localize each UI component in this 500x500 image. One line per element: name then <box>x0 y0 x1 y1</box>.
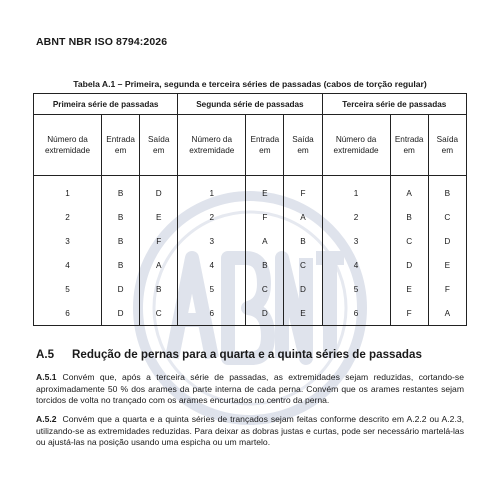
table-cell: F <box>390 301 428 326</box>
subheader-line: Saída <box>436 135 459 144</box>
table-cell: B <box>246 253 284 277</box>
table-cell: C <box>428 205 466 229</box>
table-cell: 6 <box>178 301 246 326</box>
paragraph <box>36 414 464 449</box>
table-cell: A <box>390 176 428 206</box>
table-cell: E <box>428 253 466 277</box>
table-cell: 4 <box>178 253 246 277</box>
subheader-line: Entrada <box>250 135 280 144</box>
table-cell: 6 <box>34 301 102 326</box>
table-cell: 4 <box>34 253 102 277</box>
table-cell: D <box>102 277 140 301</box>
paragraph-number: A.5.1 <box>36 372 57 382</box>
subheader-line: Número da <box>47 135 88 144</box>
table-cell: B <box>428 176 466 206</box>
group-header-third: Terceira série de passadas <box>322 94 466 115</box>
group-header-second: Segunda série de passadas <box>178 94 322 115</box>
table-cell: D <box>246 301 284 326</box>
table-cell: 5 <box>178 277 246 301</box>
subheader-line: Número da <box>191 135 233 144</box>
table-cell: 2 <box>178 205 246 229</box>
table-cell: C <box>284 253 322 277</box>
table-row <box>34 229 467 253</box>
table-cell: D <box>102 301 140 326</box>
table-cell: 2 <box>322 205 390 229</box>
table-cell: 5 <box>34 277 102 301</box>
table-cell: E <box>246 176 284 206</box>
table-cell: C <box>390 229 428 253</box>
table-row <box>34 176 467 206</box>
table-cell: 6 <box>322 301 390 326</box>
subheader-line: Saída <box>148 135 170 144</box>
table-cell: 3 <box>178 229 246 253</box>
table-cell: F <box>246 205 284 229</box>
table-cell: F <box>428 277 466 301</box>
table-cell: B <box>102 253 140 277</box>
table-cell: C <box>140 301 178 326</box>
subheader-line: Número da <box>335 135 377 144</box>
table-cell: F <box>140 229 178 253</box>
subheader-line: extremidade <box>333 146 379 155</box>
table-cell: 1 <box>322 176 390 206</box>
table-cell: D <box>284 277 322 301</box>
table-cell: A <box>284 205 322 229</box>
subheader-number <box>178 115 246 176</box>
paragraph-number: A.5.2 <box>36 414 57 424</box>
table-cell: 1 <box>178 176 246 206</box>
table-caption: Tabela A.1 – Primeira, segunda e terceira séries de passadas (cabos de torção regular) <box>73 79 427 89</box>
table-row <box>34 253 467 277</box>
section-number: A.5 <box>36 348 55 361</box>
table-cell: 1 <box>34 176 102 206</box>
subheader-exit <box>284 115 322 176</box>
subheader-entry <box>246 115 284 176</box>
table-cell: 4 <box>322 253 390 277</box>
table-cell: E <box>390 277 428 301</box>
table-cell: E <box>140 205 178 229</box>
section-heading <box>36 348 422 361</box>
section-title: Redução de pernas para a quarta e a quinta séries de passadas <box>72 348 422 361</box>
table-cell: F <box>284 176 322 206</box>
table-row <box>34 301 467 326</box>
subheader-number <box>34 115 102 176</box>
table-cell: B <box>284 229 322 253</box>
subheader-line: em <box>441 146 454 155</box>
subheader-line: em <box>403 146 415 155</box>
table-cell: 3 <box>322 229 390 253</box>
subheader-number <box>322 115 390 176</box>
standard-identifier: ABNT NBR ISO 8794:2026 <box>36 36 168 48</box>
subheader-line: em <box>114 146 127 155</box>
table-cell: A <box>246 229 284 253</box>
group-header-first: Primeira série de passadas <box>34 94 178 115</box>
subheader-line: Saída <box>292 135 314 144</box>
subheader-line: Entrada <box>106 135 135 144</box>
table-cell: B <box>102 229 140 253</box>
subheader-line: em <box>297 146 309 155</box>
table-cell: D <box>140 176 178 206</box>
subheader-entry <box>390 115 428 176</box>
table-cell: 2 <box>34 205 102 229</box>
table-cell: E <box>284 301 322 326</box>
table-row <box>34 205 467 229</box>
table-cell: B <box>102 176 140 206</box>
table-cell: D <box>428 229 466 253</box>
table-cell: C <box>246 277 284 301</box>
table-cell: B <box>140 277 178 301</box>
paragraph <box>36 372 464 407</box>
subheader-exit <box>140 115 178 176</box>
table-cell: 5 <box>322 277 390 301</box>
subheader-line: extremidade <box>189 146 235 155</box>
paragraph-text: Convém que a quarta e a quinta séries de trançados sejam feitas conforme descrito em A.2.2 ou A.2.3, utilizando-se as extremidades reduzidas. Para deixar as dobras justas e curtas, pode ser necessário martelá-las ou ajustá-las na posição usando uma espicha ou um martelo. <box>36 414 464 447</box>
subheader-line: em <box>153 146 165 155</box>
subheader-line: extremidade <box>44 146 91 155</box>
subheader-line: em <box>259 146 271 155</box>
table-cell: 3 <box>34 229 102 253</box>
table-cell: A <box>140 253 178 277</box>
table-cell: B <box>102 205 140 229</box>
table-cell: D <box>390 253 428 277</box>
table-cell: A <box>428 301 466 326</box>
subheader-exit <box>428 115 466 176</box>
table-cell: B <box>390 205 428 229</box>
table-row <box>34 277 467 301</box>
passes-table <box>33 93 467 326</box>
subheader-entry <box>102 115 140 176</box>
subheader-line: Entrada <box>394 135 424 144</box>
paragraph-text: Convém que, após a terceira série de passadas, as extremidades sejam reduzidas, cortando-se aproximadamente 50 % dos arames da parte interna de cada perna. Convém que os arames restantes sejam torcidos de volta no trançado com os arames encurtados no centro da perna. <box>36 372 464 405</box>
